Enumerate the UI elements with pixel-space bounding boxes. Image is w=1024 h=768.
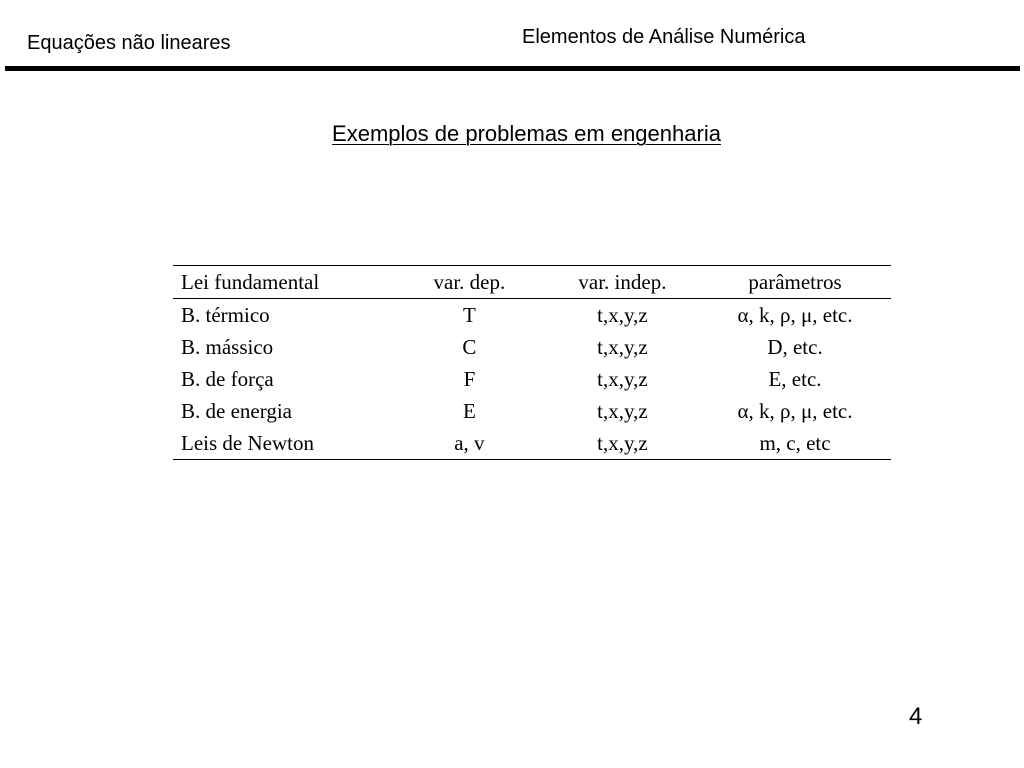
table-row	[173, 299, 891, 332]
table-header-row	[173, 266, 891, 299]
page-number: 4	[909, 703, 923, 730]
slide-title-text: Exemplos de problemas em engenharia	[332, 121, 721, 146]
table-cell: T	[462, 303, 476, 327]
column-header: var. indep.	[546, 266, 699, 299]
table-cell: a, v	[393, 427, 546, 460]
table-cell: α, k, ρ, μ, etc.	[737, 399, 853, 423]
course-title: Elementos de Análise Numérica	[522, 26, 806, 48]
table-cell: B. de energia	[181, 399, 292, 423]
table-cell: E	[462, 399, 476, 423]
table-row	[173, 427, 891, 460]
table-cell: t,x,y,z	[597, 303, 648, 327]
engineering-problems-table	[173, 265, 891, 460]
table-row	[173, 363, 891, 395]
table-row	[173, 395, 891, 427]
table-cell: t,x,y,z	[546, 427, 699, 460]
table-cell: Leis de Newton	[173, 427, 393, 460]
table-cell: t,x,y,z	[597, 335, 648, 359]
column-header: Lei fundamental	[173, 266, 393, 299]
table-cell: B. térmico	[181, 303, 270, 327]
table-cell: F	[463, 367, 476, 391]
table-cell: α, k, ρ, μ, etc.	[737, 303, 853, 327]
table-cell: t,x,y,z	[597, 399, 648, 423]
table-cell: B. mássico	[181, 335, 274, 359]
table-cell: E, etc.	[768, 367, 822, 391]
column-header: parâmetros	[699, 266, 891, 299]
section-title: Equações não lineares	[27, 32, 231, 54]
table-cell: C	[462, 335, 477, 359]
column-header: var. dep.	[393, 266, 546, 299]
table-cell: D, etc.	[767, 335, 823, 359]
table-row	[173, 331, 891, 363]
header-divider	[5, 66, 1020, 71]
slide-title	[0, 121, 1024, 147]
table-cell: B. de força	[181, 367, 274, 391]
table-cell: t,x,y,z	[597, 367, 648, 391]
table-cell: m, c, etc	[699, 427, 891, 460]
